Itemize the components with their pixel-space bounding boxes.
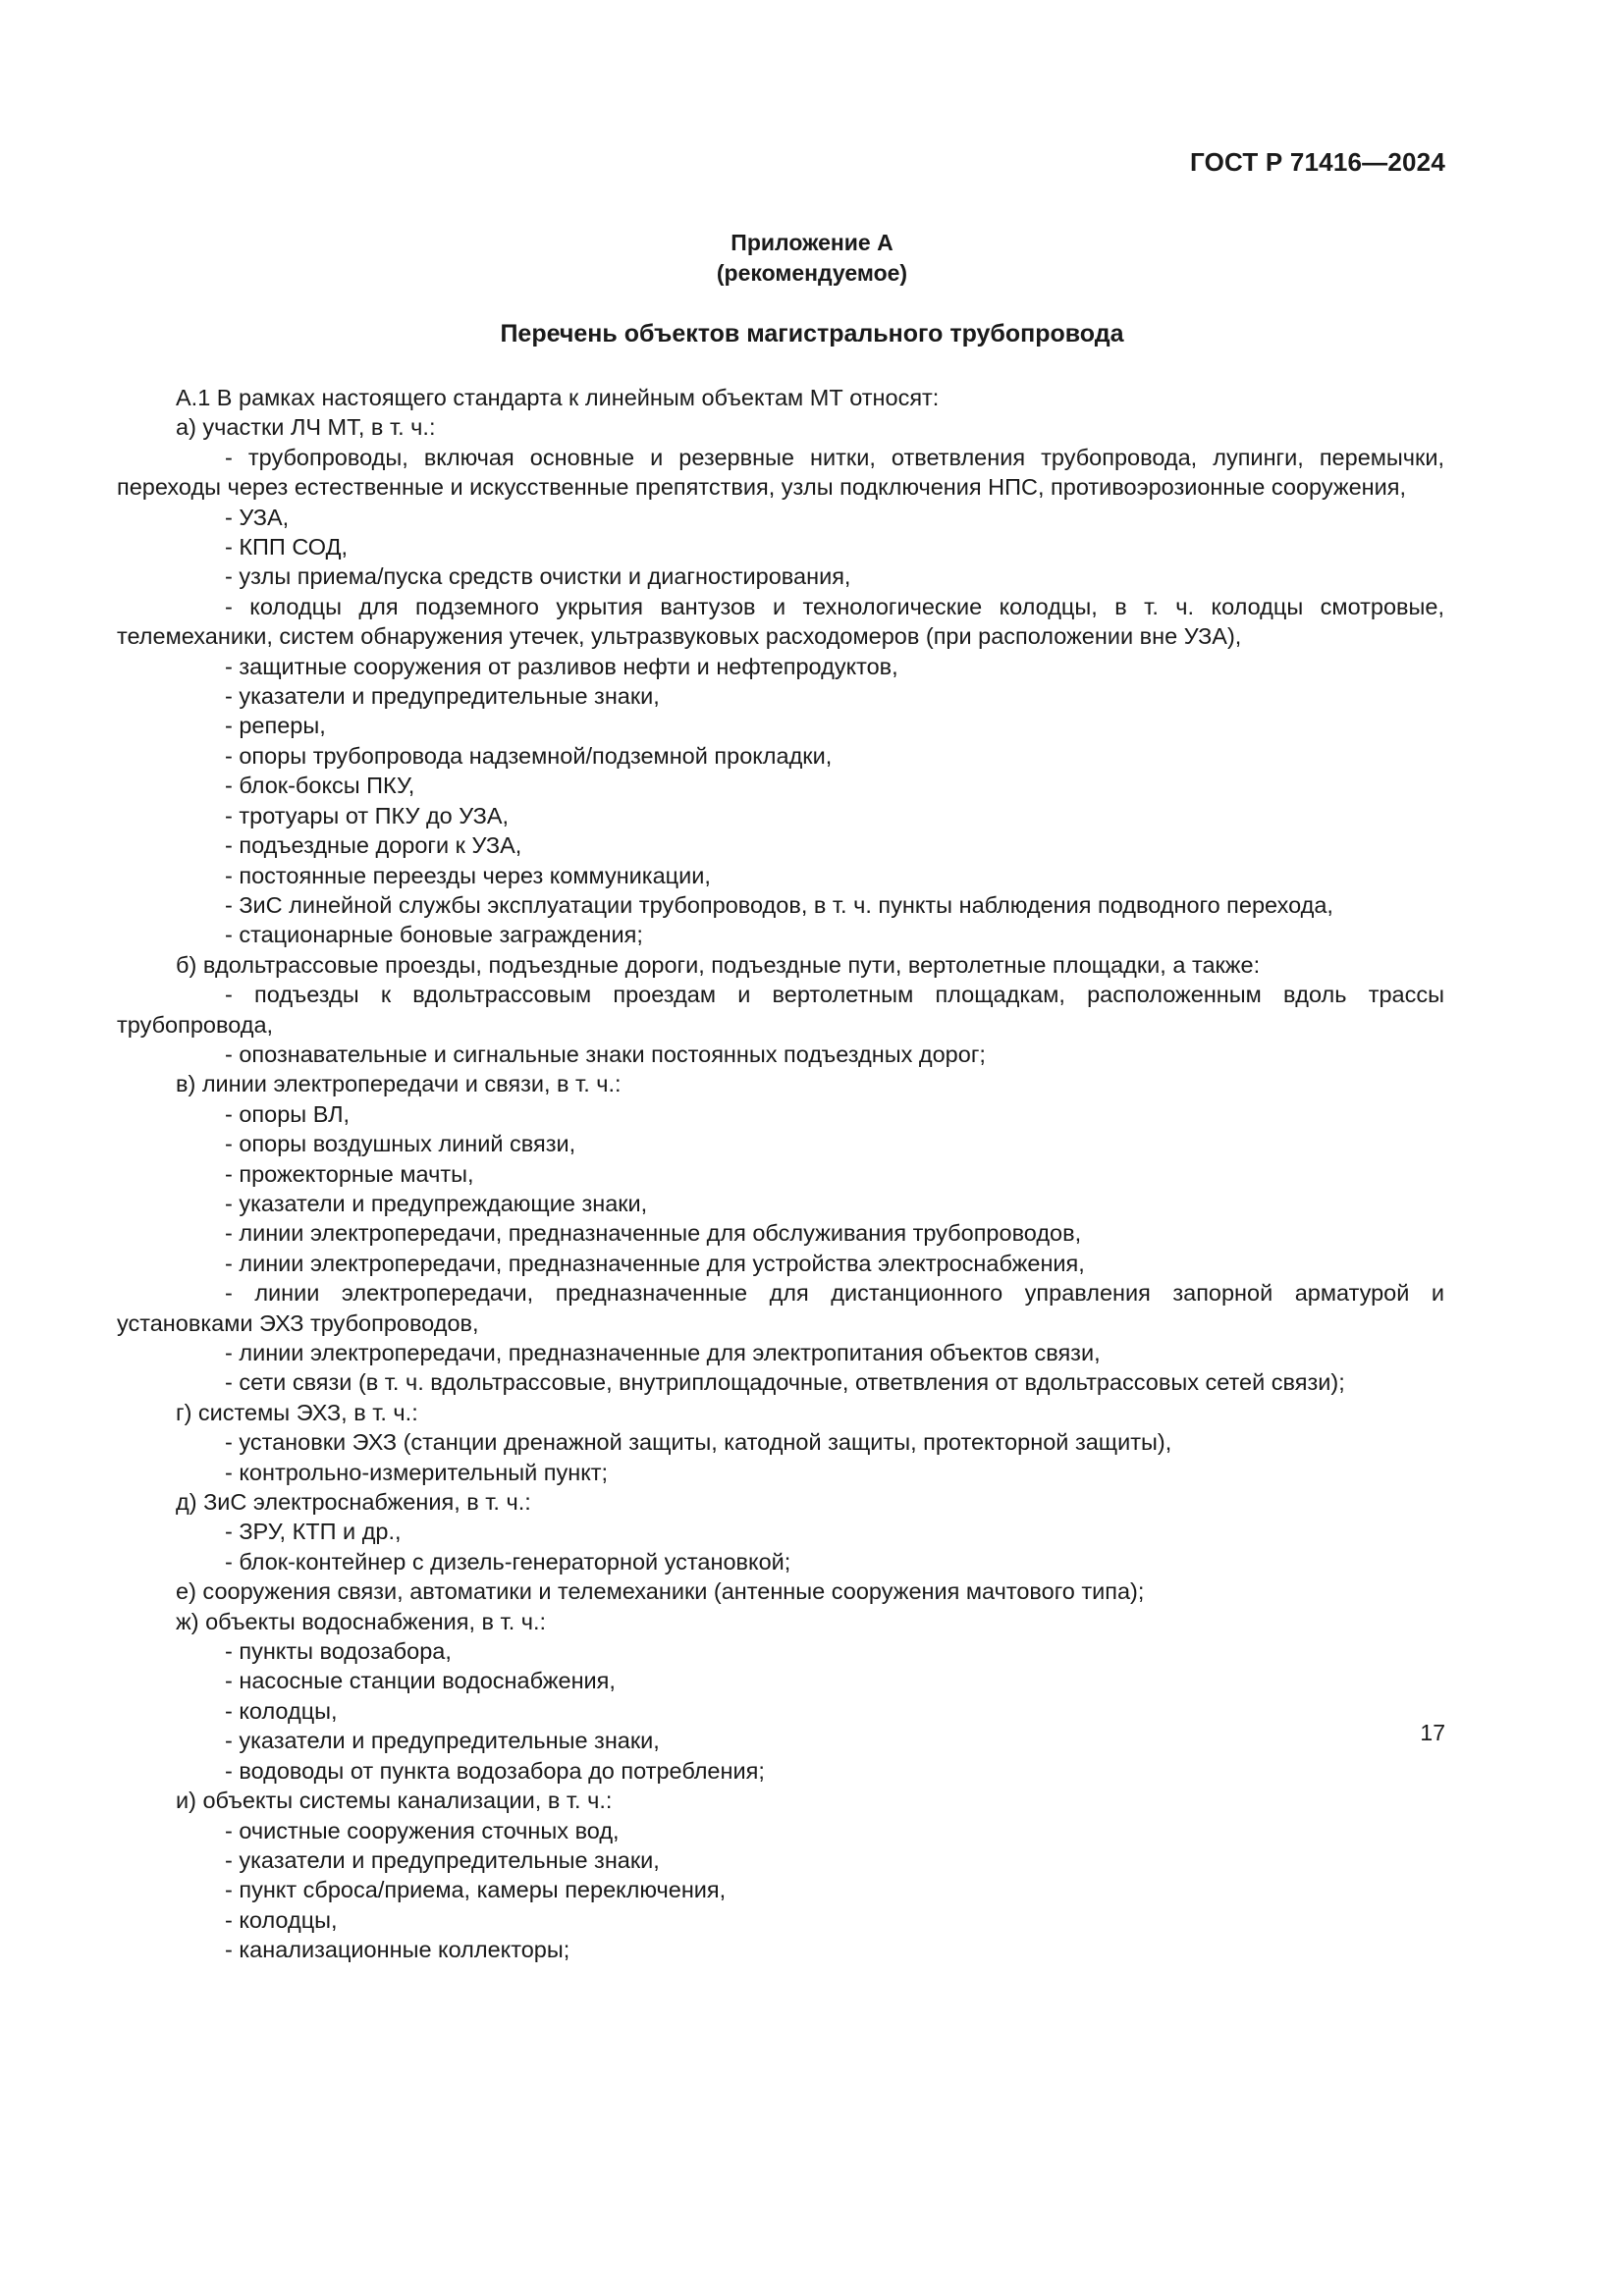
list-item: ж) объекты водоснабжения, в т. ч.:	[176, 1608, 547, 1634]
list-item: г) системы ЭХЗ, в т. ч.:	[176, 1399, 418, 1425]
list-dash-item: - опоры воздушных линий связи,	[225, 1131, 576, 1157]
list-dash-item: - блок-боксы ПКУ,	[225, 773, 415, 799]
appendix-heading	[0, 228, 1624, 289]
list-item: А.1 В рамках настоящего стандарта к линейным объектам МТ относят:	[176, 385, 940, 410]
document-code: ГОСТ Р 71416—2024	[1190, 147, 1445, 177]
list-dash-item: - блок-контейнер с дизель-генераторной установкой;	[225, 1548, 791, 1575]
list-dash-item: - сети связи (в т. ч. вдольтрассовые, внутриплощадочные, ответвления от вдольтрассовых сетей связи);	[225, 1369, 1345, 1396]
list-dash-item: - указатели и предупредительные знаки,	[225, 1846, 660, 1873]
list-dash-item: - линии электропередачи, предназначенные для устройства электроснабжения,	[225, 1250, 1085, 1276]
list-dash-item: - тротуары от ПКУ до УЗА,	[225, 802, 510, 828]
list-dash-item: - опознавательные и сигнальные знаки постоянных подъездных дорог;	[225, 1041, 986, 1067]
list-dash-item: - опоры ВЛ,	[225, 1100, 351, 1127]
list-dash-item: - защитные сооружения от разливов нефти и нефтепродуктов,	[225, 653, 898, 679]
list-item: д) ЗиС электроснабжения, в т. ч.:	[176, 1489, 531, 1516]
list-dash-item: - колодцы,	[225, 1697, 338, 1724]
list-item: е) сооружения связи, автоматики и телемеханики (антенные сооружения мачтового типа);	[176, 1578, 1145, 1605]
list-dash-item: - стационарные боновые заграждения;	[225, 922, 643, 948]
page-number: 17	[1420, 1720, 1445, 1745]
list-dash-item: - ЗиС линейной службы эксплуатации трубопроводов, в т. ч. пункты наблюдения подводного перехода,	[225, 891, 1333, 918]
list-item: а) участки ЛЧ МТ, в т. ч.:	[176, 414, 436, 441]
list-dash-item: - водоводы от пункта водозабора до потребления;	[225, 1757, 765, 1784]
list-dash-item: - указатели и предупреждающие знаки,	[225, 1190, 648, 1216]
section-title: Перечень объектов магистрального трубопровода	[500, 320, 1124, 347]
list-dash-item: - указатели и предупредительные знаки,	[225, 1728, 660, 1754]
list-dash-item: - подъезды к вдольтрассовым проездам и вертолетным площадкам, расположенным вдоль трассы трубопровода,	[117, 982, 1444, 1038]
document-body	[117, 383, 1444, 1965]
list-dash-item: - узлы приема/пуска средств очистки и диагностирования,	[225, 563, 851, 590]
list-dash-item: - пункт сброса/приема, камеры переключения,	[225, 1877, 727, 1903]
list-dash-item: - КПП СОД,	[225, 534, 349, 561]
list-dash-item: - УЗА,	[225, 504, 290, 530]
list-item: б) вдольтрассовые проезды, подъездные дороги, подъездные пути, вертолетные площадки, а также:	[176, 951, 1261, 978]
list-dash-item: - линии электропередачи, предназначенные для обслуживания трубопроводов,	[225, 1220, 1082, 1247]
list-dash-item: - колодцы,	[225, 1906, 338, 1933]
list-item: и) объекты системы канализации, в т. ч.:	[176, 1788, 613, 1814]
list-dash-item: - насосные станции водоснабжения,	[225, 1668, 616, 1694]
list-dash-item: - линии электропередачи, предназначенные для дистанционного управления запорной арматурой и установками ЭХЗ трубопроводов,	[117, 1280, 1444, 1336]
list-dash-item: - контрольно-измерительный пункт;	[225, 1459, 609, 1485]
list-dash-item: - постоянные переезды через коммуникации,	[225, 862, 711, 888]
list-dash-item: - очистные сооружения сточных вод,	[225, 1817, 620, 1843]
list-dash-item: - подъездные дороги к УЗА,	[225, 832, 522, 859]
list-dash-item: - указатели и предупредительные знаки,	[225, 683, 660, 710]
appendix-subtitle: (рекомендуемое)	[716, 260, 908, 286]
list-dash-item: - опоры трубопровода надземной/подземной прокладки,	[225, 742, 833, 769]
list-dash-item: - реперы,	[225, 713, 326, 739]
list-item: в) линии электропередачи и связи, в т. ч.:	[176, 1071, 622, 1097]
list-dash-item: - установки ЭХЗ (станции дренажной защиты, катодной защиты, протекторной защиты),	[225, 1429, 1172, 1456]
list-dash-item: - трубопроводы, включая основные и резервные нитки, ответвления трубопровода, лупинги, перемычки, переходы через естественные и искусственные препятствия, узлы подключения НПС, противоэрозионные сооружения,	[117, 444, 1444, 501]
appendix-title: Приложение А	[731, 230, 893, 255]
list-dash-item: - канализационные коллекторы;	[225, 1937, 570, 1963]
list-dash-item: - прожекторные мачты,	[225, 1160, 474, 1187]
list-dash-item: - ЗРУ, КТП и др.,	[225, 1519, 402, 1545]
list-dash-item: - пункты водозабора,	[225, 1638, 452, 1665]
list-dash-item: - линии электропередачи, предназначенные для электропитания объектов связи,	[225, 1340, 1101, 1365]
list-dash-item: - колодцы для подземного укрытия вантузов и технологические колодцы, в т. ч. колодцы смотровые, телемеханики, систем обнаружения утечек, ультразвуковых расходомеров (при расположении вне УЗА),	[117, 593, 1444, 650]
